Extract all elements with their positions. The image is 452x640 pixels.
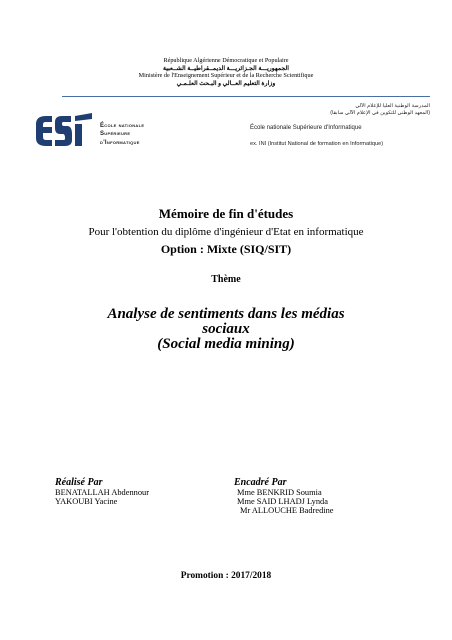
realise-par-label: Réalisé Par: [55, 477, 103, 488]
thesis-title: Analyse de sentiments dans les médias sociaux (Social media mining): [107, 306, 345, 352]
supervisor-name: Mr ALLOUCHE Badredine: [240, 506, 334, 515]
esi-logo: [34, 110, 96, 152]
republic-ar: الجمهوريـــة الجـزائريـــة الديمــقراطيــة الشــعبية: [162, 64, 290, 72]
school-name-fr: École nationale Supérieure d'Informatique: [100, 123, 145, 146]
school-ar-1: المدرسة الوطنية العليا للإعلام الآلي: [355, 103, 430, 109]
author-name: BENATALLAH Abdennour: [55, 488, 149, 497]
school-ar-2: (المعهد الوطني للتكوين في الإعلام الآلي سابقا): [330, 110, 430, 116]
encadre-par-block: [234, 477, 334, 515]
school-fr-full: École nationale Supérieure d'Informatique: [250, 125, 362, 131]
school-info-right: [200, 103, 430, 148]
theme-label: Thème: [211, 274, 241, 285]
supervisor-name: Mme SAID LHADJ Lynda: [237, 497, 328, 506]
ministry-ar: وزارة التعليم العــالي و البـحث العلـمـي: [176, 79, 276, 87]
ministry-fr: Ministère de l'Enseignement Supérieur et de la Recherche Scientifique: [138, 72, 314, 80]
author-name: YAKOUBI Yacine: [55, 497, 118, 506]
memoire-heading: Mémoire de fin d'études: [158, 206, 294, 221]
supervisor-name: Mme BENKRID Soumia: [237, 488, 322, 497]
republic-fr: République Algérienne Démocratique et Populaire: [163, 57, 289, 64]
promotion-line: Promotion : 2017/2018: [180, 571, 272, 581]
encadre-par-label: Encadré Par: [234, 477, 287, 488]
school-former-name: ex. INI (Institut National de formation en Informatique): [250, 141, 384, 147]
realise-par-block: [55, 477, 149, 506]
header-divider: [62, 96, 430, 97]
option-line: Option : Mixte (SIQ/SIT): [160, 242, 292, 256]
government-header: [0, 57, 452, 87]
obtention-line: Pour l'obtention du diplôme d'ingénieur d'Etat en informatique: [88, 226, 364, 238]
